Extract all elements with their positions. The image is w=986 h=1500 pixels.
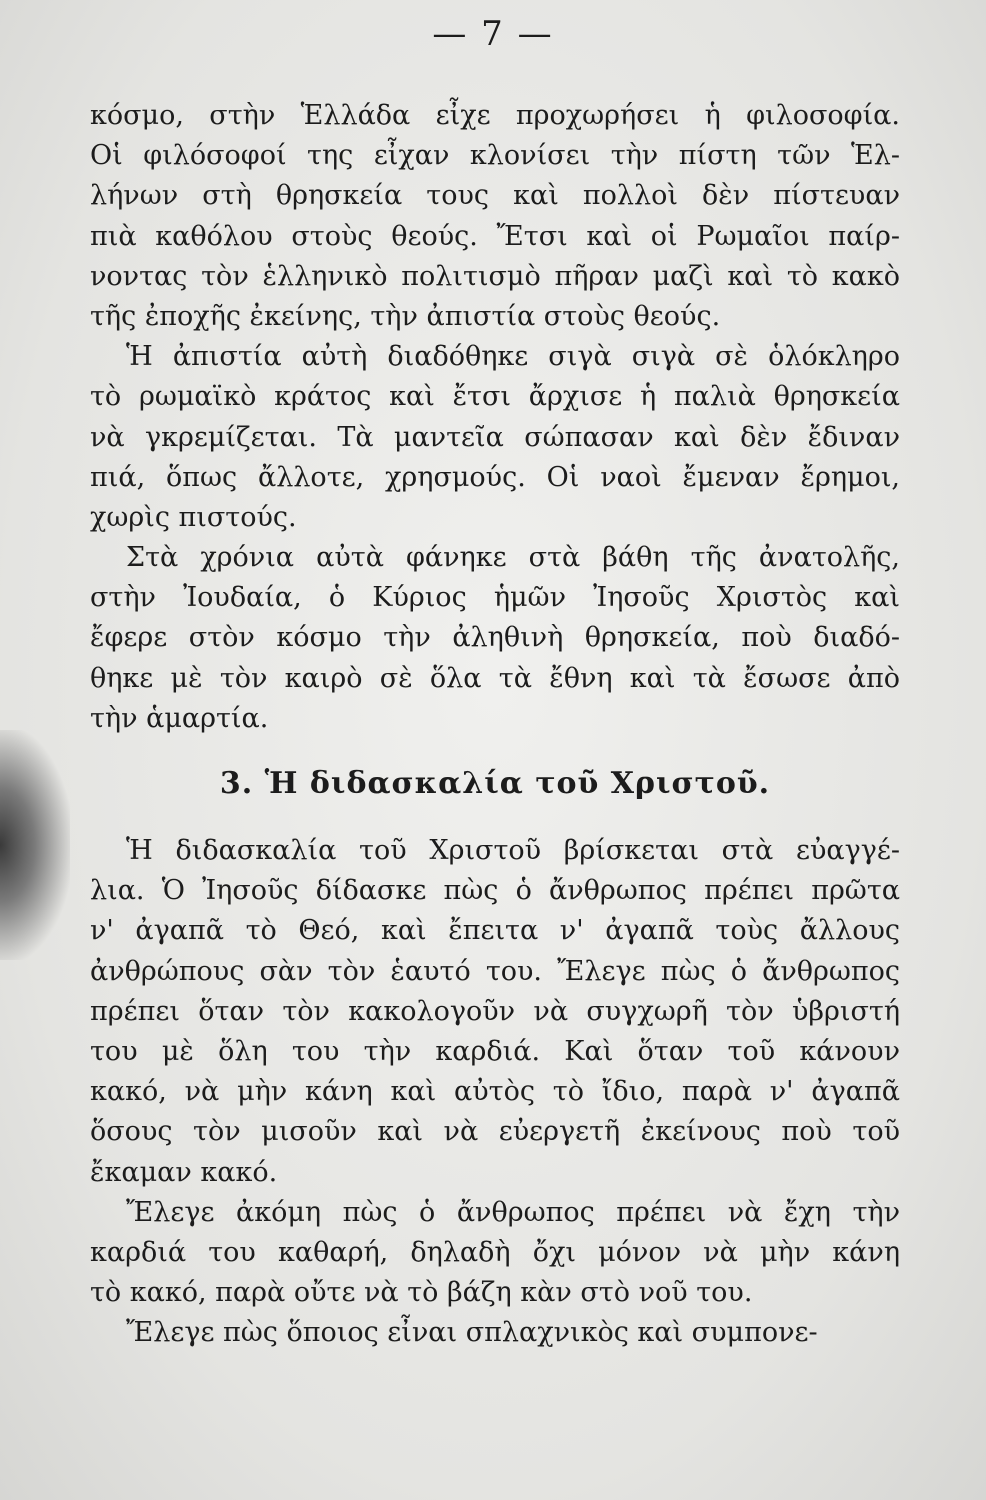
text-line: κακό, νὰ μὴν κάνη καὶ αὐτὸς τὸ ἴδιο, παρὰ ν' ἀγαπᾶ [90, 1076, 900, 1108]
text-line: Οἱ φιλόσοφοί της εἶχαν κλονίσει τὴν πίστη τῶν Ἑλ- [90, 140, 900, 172]
section-heading: 3. Ἡ διδασκαλία τοῦ Χριστοῦ. [219, 766, 771, 801]
text-line: τῆς ἐποχῆς ἐκείνης, τὴν ἀπιστία στοὺς θεούς. [90, 300, 721, 332]
text-line: Στὰ χρόνια αὐτὰ φάνηκε στὰ βάθη τῆς ἀνατολῆς, [126, 542, 900, 574]
text-line: πρέπει ὅταν τὸν κακολογοῦν νὰ συγχωρῆ τὸν ὑβριστή [90, 995, 900, 1027]
text-line: ἔκαμαν κακό. [90, 1156, 278, 1188]
paragraph [90, 831, 900, 1193]
text-line: στὴν Ἰουδαία, ὁ Κύριος ἡμῶν Ἰησοῦς Χριστὸς καὶ [90, 582, 900, 614]
text-line: Ἡ ἀπιστία αὐτὴ διαδόθηκε σιγὰ σιγὰ σὲ ὁλόκληρο [126, 341, 900, 373]
text-line: λια. Ὁ Ἰησοῦς δίδασκε πὼς ὁ ἄνθρωπος πρέπει πρῶτα [90, 875, 900, 907]
text-line: τὸ ρωμαϊκὸ κράτος καὶ ἔτσι ἄρχισε ἡ παλιὰ θρησκεία [90, 381, 900, 413]
paragraph [90, 337, 900, 538]
text-line: πιά, ὅπως ἄλλοτε, χρησμούς. Οἱ ναοὶ ἔμεναν ἔρημοι, [90, 461, 900, 493]
text-line: λήνων στὴ θρησκεία τους καὶ πολλοὶ δὲν πίστευαν [90, 180, 900, 212]
paragraph [90, 1193, 900, 1314]
paragraph [90, 538, 900, 739]
text-line: ἔφερε στὸν κόσμο τὴν ἀληθινὴ θρησκεία, ποὺ διαδό- [90, 622, 900, 654]
text-line: τὴν ἁμαρτία. [90, 702, 269, 734]
text-line: κόσμο, στὴν Ἑλλάδα εἶχε προχωρήσει ἡ φιλοσοφία. [90, 100, 900, 131]
text-line: Ἔλεγε πὼς ὅποιος εἶναι σπλαχνικὸς καὶ συμπονε- [126, 1317, 818, 1349]
text-line: χωρὶς πιστούς. [90, 501, 297, 533]
paragraph [90, 1313, 900, 1353]
binding-shadow [0, 730, 70, 960]
text-line: καρδιά του καθαρή, δηλαδὴ ὄχι μόνον νὰ μὴν κάνη [90, 1236, 900, 1268]
text-line: πιὰ καθόλου στοὺς θεούς. Ἔτσι καὶ οἱ Ρωμαῖοι παίρ- [90, 220, 900, 252]
text-line: νοντας τὸν ἑλληνικὸ πολιτισμὸ πῆραν μαζὶ καὶ τὸ κακὸ [90, 260, 900, 292]
page-number: — 7 — [432, 14, 554, 54]
text-line: ὅσους τὸν μισοῦν καὶ νὰ εὐεργετῆ ἐκείνους ποὺ τοῦ [90, 1116, 900, 1148]
text-line: Ἡ διδασκαλία τοῦ Χριστοῦ βρίσκεται στὰ εὐαγγέ- [126, 835, 900, 866]
text-line: νὰ γκρεμίζεται. Τὰ μαντεῖα σώπασαν καὶ δὲν ἔδιναν [90, 421, 900, 453]
text-line: Ἔλεγε ἀκόμη πὼς ὁ ἄνθρωπος πρέπει νὰ ἔχη τὴν [126, 1196, 900, 1228]
paragraph [90, 96, 900, 337]
text-line: ἀνθρώπους σὰν τὸν ἑαυτό του. Ἔλεγε πὼς ὁ ἄνθρωπος [90, 955, 900, 987]
text-line: ν' ἀγαπᾶ τὸ Θεό, καὶ ἔπειτα ν' ἀγαπᾶ τοὺς ἄλλους [90, 915, 900, 947]
paragraphs-after-heading [90, 831, 900, 1353]
text-line: του μὲ ὅλη του τὴν καρδιά. Καὶ ὅταν τοῦ κάνουν [90, 1035, 900, 1067]
paragraphs-before-heading [90, 96, 900, 739]
text-line: τὸ κακό, παρὰ οὔτε νὰ τὸ βάζη κὰν στὸ νοῦ του. [90, 1277, 753, 1309]
text-line: θηκε μὲ τὸν καιρὸ σὲ ὅλα τὰ ἔθνη καὶ τὰ ἔσωσε ἀπὸ [90, 662, 900, 694]
body-text [90, 96, 900, 1353]
